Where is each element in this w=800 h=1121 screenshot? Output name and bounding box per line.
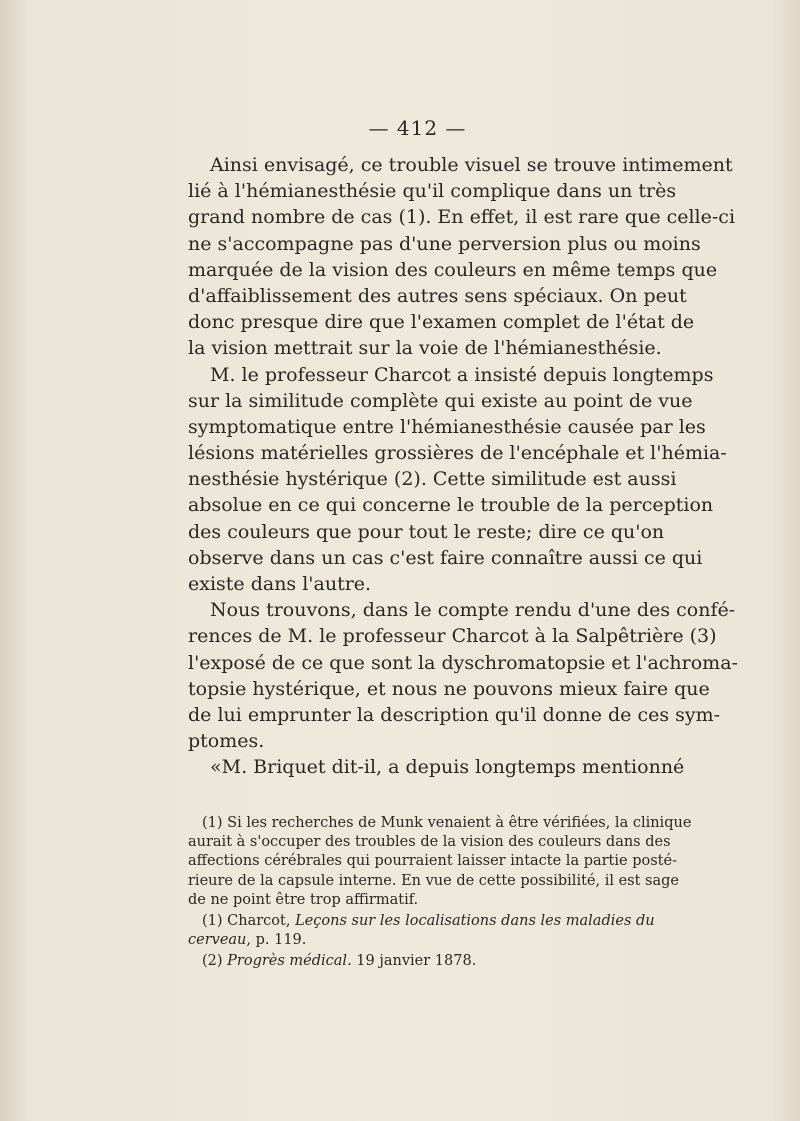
footnote-line: rieure de la capsule interne. En vue de cette possibilité, il est sage bbox=[188, 872, 679, 889]
footnote-line: de ne point être trop affirmatif. bbox=[188, 891, 419, 908]
text-line: existe dans l'autre. bbox=[188, 573, 372, 595]
text-line: la vision mettrait sur la voie de l'hémianesthésie. bbox=[188, 337, 662, 360]
footnote-book-title: Leçons sur les localisations dans les maladies du bbox=[295, 912, 655, 929]
text-line: des couleurs que pour tout le reste; dire ce qu'on bbox=[188, 520, 665, 543]
text-line: observe dans un cas c'est faire connaître aussi ce qui bbox=[188, 546, 703, 569]
text-line: ne s'accompagne pas d'une perversion plus ou moins bbox=[188, 232, 701, 255]
text-line: M. le professeur Charcot a insisté depuis longtemps bbox=[210, 363, 714, 386]
footnote-line: (1) Si les recherches de Munk venaient à être vérifiées, la clinique bbox=[202, 815, 692, 831]
footnote-line: affections cérébrales qui pourraient laisser intacte la partie posté- bbox=[188, 853, 677, 870]
text-line: grand nombre de cas (1). En effet, il est rare que celle-ci bbox=[188, 206, 736, 229]
footnote-page-ref: , p. 119. bbox=[246, 932, 307, 949]
text-line: sur la similitude complète qui existe au point de vue bbox=[188, 389, 693, 412]
text-line: lié à l'hémianesthésie qu'il complique dans un très bbox=[188, 180, 677, 203]
text-line: l'exposé de ce que sont la dyschromatopsie et l'achroma- bbox=[188, 651, 738, 674]
text-line: topsie hystérique, et nous ne pouvons mieux faire que bbox=[188, 677, 710, 700]
text-line: nesthésie hystérique (2). Cette similitude est aussi bbox=[188, 468, 677, 491]
text-line: lésions matérielles grossières de l'encéphale et l'hémia- bbox=[188, 442, 727, 465]
footnote-citation bbox=[188, 912, 655, 931]
text-line: absolue en ce qui concerne le trouble de la perception bbox=[188, 494, 714, 517]
text-line: symptomatique entre l'hémianesthésie causée par les bbox=[188, 415, 706, 438]
footnote-book-title-cont: cerveau bbox=[188, 932, 247, 949]
footnotes bbox=[188, 814, 692, 972]
body-text bbox=[188, 152, 738, 781]
text-line: de lui emprunter la description qu'il donne de ces sym- bbox=[188, 703, 721, 726]
footnote-line: aurait à s'occuper des troubles de la vision des couleurs dans des bbox=[188, 834, 671, 851]
text-line: rences de M. le professeur Charcot à la Salpêtrière (3) bbox=[188, 625, 717, 648]
footnote-prefix: (2) bbox=[202, 953, 228, 970]
text-line: d'affaiblissement des autres sens spéciaux. On peut bbox=[188, 284, 687, 307]
footnote-journal-title: Progrès médical. bbox=[227, 953, 352, 970]
text-line: donc presque dire que l'examen complet de l'état de bbox=[188, 311, 695, 334]
text-line: ptomes. bbox=[188, 730, 265, 753]
footnote-citation bbox=[188, 952, 643, 971]
text-line: «M. Briquet dit-il, a depuis longtemps mentionné bbox=[210, 756, 685, 779]
text-line: marquée de la vision des couleurs en même temps que bbox=[188, 258, 718, 281]
page-number: — 412 — bbox=[368, 116, 467, 140]
text-line: Nous trouvons, dans le compte rendu d'une des confé- bbox=[210, 599, 736, 622]
footnote-prefix: (1) Charcot, bbox=[202, 912, 296, 929]
footnote-date: 19 janvier 1878. bbox=[351, 953, 477, 970]
footnote-citation-cont bbox=[188, 931, 643, 950]
text-line: Ainsi envisagé, ce trouble visuel se trouve intimement bbox=[210, 154, 733, 176]
